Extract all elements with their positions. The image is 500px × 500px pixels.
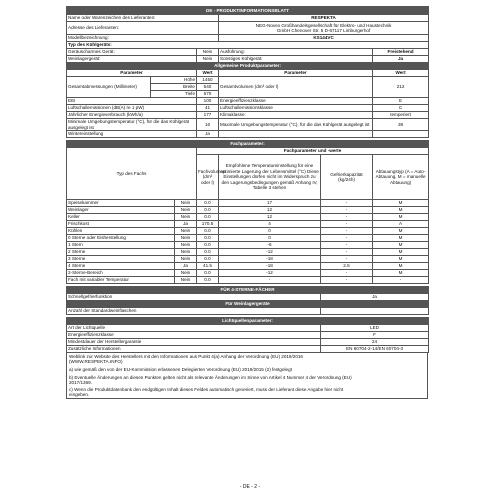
- noise-class-value: C: [373, 105, 429, 112]
- compartment-volume: 0.0: [197, 256, 219, 263]
- fridge-type-label: Typ des Kühlgeräts:: [67, 42, 429, 49]
- empty-cell: [219, 131, 373, 138]
- light-param-label: Energieeffizienzklasse: [67, 332, 321, 339]
- other-appliance-value: Ja: [373, 56, 429, 63]
- compartment-name: 2 Sterne: [67, 249, 175, 256]
- depth-label: Tiefe: [151, 91, 197, 98]
- model-value: KS144VC: [219, 35, 429, 42]
- note-line: c) Wenn die Produktdatenbank den endgültigen Inhalt dieses Feldes automatisch generiert, muss der Lieferant diese Angabe hier nicht: [69, 387, 344, 393]
- compartment-temp: 0: [219, 235, 321, 242]
- compartment-volume: 170.5: [197, 221, 219, 228]
- compartment-freeze-capacity: -: [321, 270, 373, 277]
- compartment-defrost-type: M: [373, 200, 429, 207]
- compartment-freeze-capacity: -: [321, 228, 373, 235]
- compartment-defrost-type: M: [373, 256, 429, 263]
- compartment-volume: 0.0: [197, 249, 219, 256]
- compartment-freeze-capacity: -: [321, 221, 373, 228]
- compartment-freeze-capacity: -: [321, 207, 373, 214]
- low-noise-value: Nein: [197, 49, 219, 56]
- quick-freeze-label: Schnellgefrierfunktion: [67, 294, 321, 301]
- compartment-params-header: Fachparameter:: [67, 141, 429, 148]
- compartment-temp: 12: [219, 214, 321, 221]
- compartment-present: Nein: [175, 200, 197, 207]
- supplier-address-value: [219, 22, 429, 35]
- wine-storage-label: Weinlagergerät:: [67, 56, 197, 63]
- compartment-name: Frischkost: [67, 221, 175, 228]
- address-line-2: GmbH Chenover Str. 5 D-67117 Limburgerhof: [276, 28, 371, 33]
- compartment-freeze-capacity: -: [321, 200, 373, 207]
- compartment-present: Ja: [175, 263, 197, 270]
- light-param-value: 24: [321, 339, 429, 346]
- height-value: 1450: [197, 77, 219, 84]
- compartment-defrost-type: M: [373, 207, 429, 214]
- four-star-header: FÜR 4-STERNE-FÄCHER: [67, 287, 429, 294]
- light-params-header: Lichtquellenparameter:: [67, 318, 429, 325]
- light-row: [67, 325, 429, 332]
- compartment-type-header: Typ des Fachs: [67, 148, 197, 200]
- winter-setting-value: Ja: [197, 131, 219, 138]
- compartment-row: [67, 235, 429, 242]
- supplier-name-value: RESPEKTA: [219, 15, 429, 22]
- note-line: a) wie gemäß den von der EU-Kommission erlassenen Delegierten Verordnung (EU) 2019/2015 (2) festgelegt: [69, 367, 292, 373]
- compartment-temp: 4: [219, 221, 321, 228]
- compartment-present: Nein: [175, 249, 197, 256]
- compartment-present: Nein: [175, 270, 197, 277]
- temp-col-header: Empfohlene Temperatureinstellung für eine optimierte Lagerung der Lebensmittel (°C) Diese Einstellungen dürfen nicht im Widerspruch zu den Lagerungsbedingungen gemäß Anhang IV, Tabelle 3 stehen: [219, 155, 321, 200]
- sheet-title: DE - PRODUKTINFORMATIONSBLATT: [67, 7, 429, 15]
- page-footer: - DE - 2 -: [239, 484, 261, 490]
- compartment-row: [67, 256, 429, 263]
- total-volume-label: Gesamtvolumen (dm³ oder l): [219, 77, 373, 98]
- compartment-volume: 0.0: [197, 214, 219, 221]
- info-table: [66, 6, 429, 353]
- compartment-temp: -: [219, 277, 321, 284]
- energy-class-label: Energieeffizienzklasse: [219, 98, 373, 105]
- compartment-defrost-type: -: [373, 277, 429, 284]
- min-ambient-label: Minimale Umgebungstemperatur (°C), für die das Kühlgerät ausgelegt ist: [67, 119, 197, 131]
- compartment-name: Weinlager: [67, 207, 175, 214]
- value-col-header-2: Wert: [373, 70, 429, 77]
- compartment-name: 4 Sterne: [67, 263, 175, 270]
- energy-class-value: E: [373, 98, 429, 105]
- note-line: eingeben.: [69, 392, 90, 398]
- quick-freeze-value: Ja: [321, 294, 429, 301]
- compartment-volume: 0.0: [197, 270, 219, 277]
- compartment-freeze-capacity: -: [321, 249, 373, 256]
- other-appliance-label: Sonstiges Kühlgerät:: [219, 56, 373, 63]
- compartment-present: Nein: [175, 207, 197, 214]
- climate-class-value: temperiert: [373, 112, 429, 119]
- winter-setting-label: Wintereinstellung: [67, 131, 197, 138]
- compartment-values-header: Fachparameter und -werte: [197, 148, 429, 155]
- height-label: Höhe: [151, 77, 197, 84]
- compartment-freeze-capacity: -: [321, 277, 373, 284]
- compartment-row: [67, 221, 429, 228]
- compartment-present: Ja: [175, 221, 197, 228]
- light-rows: [67, 325, 429, 353]
- compartment-name: Keller: [67, 214, 175, 221]
- compartment-freeze-capacity: -: [321, 256, 373, 263]
- compartment-present: Nein: [175, 235, 197, 242]
- compartment-volume: 0.0: [197, 242, 219, 249]
- compartment-freeze-capacity: -: [321, 235, 373, 242]
- compartment-defrost-type: M: [373, 235, 429, 242]
- compartment-name: 3 Sterne: [67, 256, 175, 263]
- compartment-present: Nein: [175, 214, 197, 221]
- compartment-name: Kühlen: [67, 228, 175, 235]
- param-col-header-2: Parameter: [219, 70, 373, 77]
- volume-col-header: Fachvolumen (dm³ oder l): [197, 155, 219, 200]
- compartment-volume: 0.0: [197, 200, 219, 207]
- compartment-temp: -6: [219, 242, 321, 249]
- compartment-volume: 0.0: [197, 277, 219, 284]
- supplier-name-label: Name oder Warenzeichen des Lieferanten:: [67, 15, 219, 22]
- annual-energy-label: Jährlicher Energieverbrauch (kWh/a): [67, 112, 197, 119]
- compartment-rows: [67, 200, 429, 284]
- compartment-defrost-type: M: [373, 242, 429, 249]
- address-line-1: NEG-Novex Großhandelsgesellschaft für Elektro- und Haustechnik: [255, 22, 392, 28]
- compartment-defrost-type: M: [373, 228, 429, 235]
- note-line: b) Eventuelle Änderungen an diesen Punkten gelten nicht als relevante Änderungen im Sinne von Artikel 4 Nummer 4 der Verordnung (EU): [69, 374, 352, 380]
- eei-value: 100: [197, 98, 219, 105]
- light-param-value: EN 60704-2-14/EN 60704-3: [321, 346, 429, 353]
- light-row: [67, 339, 429, 346]
- width-label: Breite: [151, 84, 197, 91]
- param-col-header: Parameter: [67, 70, 197, 77]
- compartment-row: [67, 242, 429, 249]
- empty-cell: [373, 131, 429, 138]
- light-param-label: Art der Lichtquelle: [67, 325, 321, 332]
- compartment-volume: 0.0: [197, 228, 219, 235]
- compartment-present: Nein: [175, 256, 197, 263]
- max-ambient-value: 38: [373, 119, 429, 131]
- light-param-label: Mindestdauer der Herstellergarantie: [67, 339, 321, 346]
- compartment-defrost-type: M: [373, 249, 429, 256]
- compartment-name: 2-Sterne-Bereich: [67, 270, 175, 277]
- compartment-present: Nein: [175, 242, 197, 249]
- compartment-volume: 41.5: [197, 263, 219, 270]
- compartment-temp: 17: [219, 200, 321, 207]
- noise-class-label: Luftschallemissionsklasse: [219, 105, 373, 112]
- compartment-freeze-capacity: -: [321, 242, 373, 249]
- eei-label: EEI: [67, 98, 197, 105]
- light-row: [67, 332, 429, 339]
- compartment-temp: -12: [219, 270, 321, 277]
- model-label: Modellbezeichnung:: [67, 35, 219, 42]
- notes: [66, 353, 428, 399]
- compartment-volume: 0.0: [197, 207, 219, 214]
- light-param-value: LED: [321, 325, 429, 332]
- total-volume-value: 212: [373, 77, 429, 98]
- climate-class-label: Klimaklasse:: [219, 112, 373, 119]
- noise-emission-value: 41: [197, 105, 219, 112]
- noise-emission-label: Luftschallemissionen (dB(A) re 1 pW): [67, 105, 197, 112]
- compartment-temp: 12: [219, 207, 321, 214]
- note-line: (WWW.RESPEKTA.INFO): [69, 359, 123, 365]
- compartment-defrost-type: A: [373, 221, 429, 228]
- compartment-name: Fach mit variabler Temperatur: [67, 277, 175, 284]
- compartment-name: 0 Sterne oder Eisherstellung: [67, 235, 175, 242]
- compartment-temp: -12: [219, 249, 321, 256]
- light-row: [67, 346, 429, 353]
- compartment-volume: 0.0: [197, 235, 219, 242]
- compartment-name: 1 Stern: [67, 242, 175, 249]
- compartment-temp: -18: [219, 256, 321, 263]
- depth-value: 570: [197, 91, 219, 98]
- design-label: Ausführung:: [219, 49, 373, 56]
- freeze-col-header: Gefrierkapazität (kg/24h): [321, 155, 373, 200]
- compartment-row: [67, 277, 429, 284]
- compartment-present: Nein: [175, 228, 197, 235]
- compartment-row: [67, 263, 429, 270]
- wine-bottles-label: Anzahl der Standardweinflaschen: [67, 308, 321, 315]
- min-ambient-value: 16: [197, 119, 219, 131]
- supplier-address-label: Adresse des Lieferanten:: [67, 22, 219, 35]
- compartment-freeze-capacity: 2.6: [321, 263, 373, 270]
- value-col-header: Wert: [197, 70, 219, 77]
- compartment-row: [67, 249, 429, 256]
- compartment-row: [67, 200, 429, 207]
- note-line: 2017/1369.: [69, 379, 92, 385]
- compartment-name: Speisekammer: [67, 200, 175, 207]
- design-value: Freistehend: [373, 49, 429, 56]
- dimensions-label: Gesamtabmessungen (Millimeter): [67, 77, 151, 98]
- wine-storage-value: Nein: [197, 56, 219, 63]
- compartment-present: Nein: [175, 277, 197, 284]
- low-noise-label: Geräuscharmes Gerät:: [67, 49, 197, 56]
- compartment-freeze-capacity: -: [321, 214, 373, 221]
- wine-bottles-value: [321, 308, 429, 315]
- compartment-temp: 0: [219, 228, 321, 235]
- defrost-col-header: Abtauungstyp (A = Auto-Abtauung, M = manuelle Abtauung): [373, 155, 429, 200]
- annual-energy-value: 177: [197, 112, 219, 119]
- light-param-value: F: [321, 332, 429, 339]
- width-value: 540: [197, 84, 219, 91]
- max-ambient-label: Maximale Umgebungstemperatur (°C), für die das Kühlgerät ausgelegt ist: [219, 119, 373, 131]
- compartment-defrost-type: M: [373, 263, 429, 270]
- product-information-sheet: [66, 6, 428, 399]
- note-line: Weblink zur Website des Herstellers mit den Informationen aus Punkt 4(a) Anhang der Verordnung (EU) 2019/2016: [69, 354, 303, 359]
- compartment-row: [67, 207, 429, 214]
- compartment-row: [67, 270, 429, 277]
- compartment-row: [67, 228, 429, 235]
- wine-header: Für Weinlagergeräte: [67, 301, 429, 308]
- compartment-row: [67, 214, 429, 221]
- compartment-defrost-type: M: [373, 270, 429, 277]
- compartment-temp: -18: [219, 263, 321, 270]
- compartment-defrost-type: M: [373, 214, 429, 221]
- general-params-header: Allgemeine Produktparameter:: [67, 63, 429, 70]
- light-param-label: Zusätzliche Informationen: [67, 346, 321, 353]
